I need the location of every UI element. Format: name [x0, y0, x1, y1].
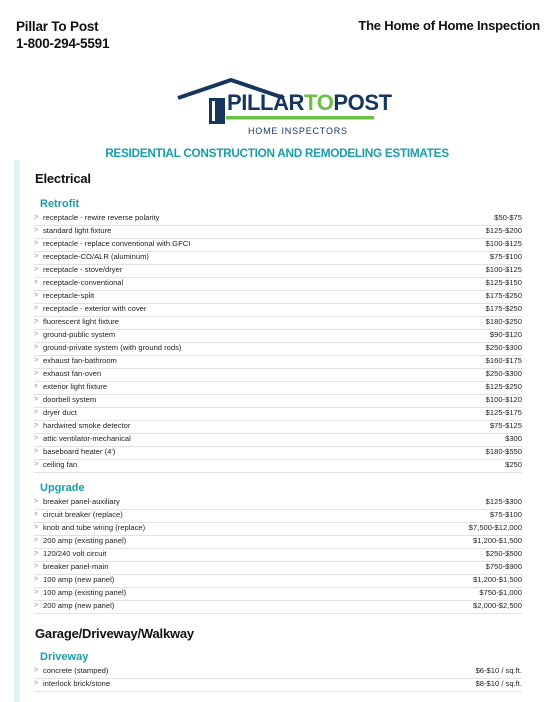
item-price: $250-$300	[485, 369, 522, 378]
item-price: $125-$200	[485, 226, 522, 235]
chevron-right-icon: >	[34, 383, 39, 390]
item-price: $75-$100	[489, 510, 522, 519]
item-name: exhaust fan-oven	[43, 369, 102, 378]
chevron-right-icon: >	[34, 214, 39, 221]
price-row	[34, 212, 522, 226]
price-row	[34, 368, 522, 382]
item-name: hardwired smoke detector	[43, 421, 131, 430]
item-name: receptacle - replace conventional with GFCI	[43, 239, 191, 248]
item-name: baseboard heater (4')	[43, 447, 116, 456]
pillar-to-post-logo	[176, 78, 392, 140]
item-name: receptacle-split	[43, 291, 95, 300]
item-price: $75-$100	[489, 252, 522, 261]
chevron-right-icon: >	[34, 435, 39, 442]
chevron-right-icon: >	[34, 370, 39, 377]
price-row	[34, 381, 522, 395]
item-name: standard light fixture	[43, 226, 112, 235]
chevron-right-icon: >	[34, 422, 39, 429]
price-row	[34, 420, 522, 434]
price-row	[34, 587, 522, 601]
item-name: concrete (stamped)	[43, 666, 109, 675]
item-name: receptacle-CO/ALR (aluminum)	[43, 252, 149, 261]
tagline: The Home of Home Inspection	[358, 18, 540, 33]
item-price: $100-$125	[485, 239, 522, 248]
price-row	[34, 251, 522, 265]
item-name: 200 amp (existing panel)	[43, 536, 127, 545]
chevron-right-icon: >	[34, 563, 39, 570]
chevron-right-icon: >	[34, 589, 39, 596]
item-price: $250	[505, 460, 522, 469]
item-name: receptacle - stove/dryer	[43, 265, 123, 274]
chevron-right-icon: >	[34, 318, 39, 325]
item-price: $125-$250	[485, 382, 522, 391]
item-price: $7,500-$12,000	[468, 523, 522, 532]
item-price: $8-$10 / sq.ft.	[475, 679, 522, 688]
chevron-right-icon: >	[34, 537, 39, 544]
decorative-sidebar-bar	[14, 160, 20, 702]
chevron-right-icon: >	[34, 396, 39, 403]
item-price: $250-$300	[485, 343, 522, 352]
item-price: $75-$125	[489, 421, 522, 430]
item-price: $125-$175	[485, 408, 522, 417]
price-row	[34, 459, 522, 473]
price-row	[34, 407, 522, 421]
price-row	[34, 303, 522, 317]
item-price: $50-$75	[494, 213, 522, 222]
item-name: attic ventilator-mechanical	[43, 434, 131, 443]
item-name: receptacle - rewire reverse polarity	[43, 213, 160, 222]
chevron-right-icon: >	[34, 266, 39, 273]
item-price: $300	[505, 434, 522, 443]
chevron-right-icon: >	[34, 253, 39, 260]
chevron-right-icon: >	[34, 344, 39, 351]
item-name: exterior light fixture	[43, 382, 108, 391]
document-title: RESIDENTIAL CONSTRUCTION AND REMODELING ESTIMATES	[105, 146, 449, 160]
item-name: exhaust fan-bathroom	[43, 356, 117, 365]
price-row	[34, 548, 522, 562]
chevron-right-icon: >	[34, 227, 39, 234]
item-name: receptacle - exterior with cover	[43, 304, 147, 313]
item-price: $6-$10 / sq.ft.	[475, 666, 522, 675]
chevron-right-icon: >	[34, 602, 39, 609]
price-row	[34, 522, 522, 536]
price-row	[34, 678, 522, 692]
chevron-right-icon: >	[34, 511, 39, 518]
chevron-right-icon: >	[34, 331, 39, 338]
chevron-right-icon: >	[34, 461, 39, 468]
item-name: ceiling fan	[43, 460, 78, 469]
item-price: $1,200-$1,500	[473, 575, 522, 584]
item-price: $250-$500	[485, 549, 522, 558]
item-price: $100-$125	[485, 265, 522, 274]
subsection-title: Retrofit	[40, 198, 80, 210]
price-row	[34, 290, 522, 304]
item-price: $1,200-$1,500	[473, 536, 522, 545]
price-row	[34, 355, 522, 369]
subsection-title: Upgrade	[40, 482, 85, 494]
chevron-right-icon: >	[34, 524, 39, 531]
item-price: $100-$120	[485, 395, 522, 404]
price-row	[34, 342, 522, 356]
item-price: $180-$550	[485, 447, 522, 456]
company-phone: 1-800-294-5591	[16, 36, 110, 51]
price-row	[34, 394, 522, 408]
chevron-right-icon: >	[34, 680, 39, 687]
price-row	[34, 316, 522, 330]
chevron-right-icon: >	[34, 357, 39, 364]
item-name: knob and tube wiring (replace)	[43, 523, 146, 532]
chevron-right-icon: >	[34, 667, 39, 674]
section-title: Electrical	[35, 171, 91, 186]
item-price: $2,000-$2,500	[473, 601, 522, 610]
price-row	[34, 433, 522, 447]
item-name: 100 amp (existing panel)	[43, 588, 127, 597]
item-name: breaker panel-main	[43, 562, 109, 571]
item-name: doorbell system	[43, 395, 97, 404]
item-price: $750-$1,000	[479, 588, 522, 597]
section-title: Garage/Driveway/Walkway	[35, 626, 194, 641]
item-name: ground-private system (with ground rods)	[43, 343, 182, 352]
item-name: 100 amp (new panel)	[43, 575, 115, 584]
item-price: $180-$250	[485, 317, 522, 326]
chevron-right-icon: >	[34, 550, 39, 557]
chevron-right-icon: >	[34, 448, 39, 455]
item-name: 120/240 volt circuit	[43, 549, 107, 558]
item-price: $125-$300	[485, 497, 522, 506]
price-row	[34, 446, 522, 460]
item-name: dryer duct	[43, 408, 77, 417]
price-row	[34, 561, 522, 575]
item-name: breaker panel-auxiliary	[43, 497, 120, 506]
price-row	[34, 600, 522, 614]
chevron-right-icon: >	[34, 409, 39, 416]
subsection-title: Driveway	[40, 651, 89, 663]
price-row	[34, 238, 522, 252]
item-name: ground-public system	[43, 330, 116, 339]
price-row	[34, 496, 522, 510]
price-row	[34, 509, 522, 523]
price-row	[34, 225, 522, 239]
item-price: $160-$175	[485, 356, 522, 365]
item-price: $750-$900	[485, 562, 522, 571]
item-price: $175-$250	[485, 291, 522, 300]
item-name: circuit breaker (replace)	[43, 510, 123, 519]
item-price: $175-$250	[485, 304, 522, 313]
item-price: $90-$120	[489, 330, 522, 339]
chevron-right-icon: >	[34, 292, 39, 299]
chevron-right-icon: >	[34, 279, 39, 286]
company-name: Pillar To Post	[16, 19, 99, 34]
price-row	[34, 277, 522, 291]
price-row	[34, 665, 522, 679]
item-price: $125-$150	[485, 278, 522, 287]
item-name: fluorescent light fixture	[43, 317, 119, 326]
chevron-right-icon: >	[34, 576, 39, 583]
chevron-right-icon: >	[34, 240, 39, 247]
company-header	[16, 18, 109, 52]
item-name: receptacle-conventional	[43, 278, 124, 287]
price-row	[34, 574, 522, 588]
item-name: 200 amp (new panel)	[43, 601, 115, 610]
chevron-right-icon: >	[34, 305, 39, 312]
price-row	[34, 329, 522, 343]
price-row	[34, 264, 522, 278]
item-name: interlock brick/stone	[43, 679, 111, 688]
price-row	[34, 535, 522, 549]
logo-wordmark: PILLARTOPOST	[227, 90, 392, 115]
chevron-right-icon: >	[34, 498, 39, 505]
logo-subtitle: HOME INSPECTORS	[248, 126, 348, 136]
